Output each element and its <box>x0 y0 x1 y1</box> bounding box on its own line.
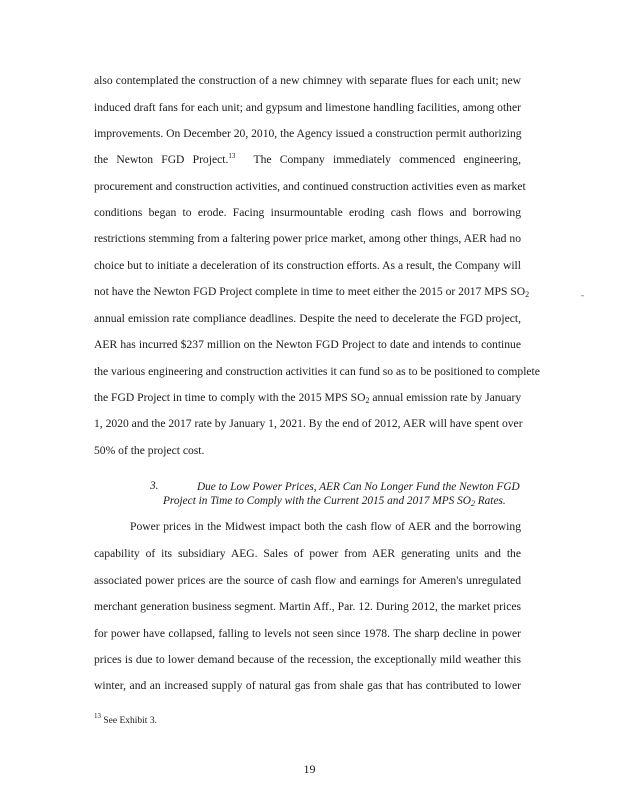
line-text: the FGD Project in time to comply with the 2015 MPS SO <box>94 391 366 404</box>
line-text: the Newton FGD Project. <box>94 153 229 166</box>
paragraph-line: prices is due to lower demand because of the recession, the exceptionally mild weather this <box>94 653 521 666</box>
section-heading-line: Due to Low Power Prices, AER Can No Longer Fund the Newton FGD <box>197 481 520 493</box>
subscript: 2 <box>525 290 530 299</box>
paragraph-line: induced draft fans for each unit; and gypsum and limestone handling facilities, among other <box>94 101 521 114</box>
section-heading-line <box>163 494 506 508</box>
margin-mark: - <box>581 290 584 300</box>
line-text-continuation: The Company immediately commenced engineering, <box>253 153 521 166</box>
paragraph-line: improvements. On December 20, 2010, the Agency issued a construction permit authorizing <box>94 127 522 140</box>
paragraph-line-with-subscript <box>94 391 521 405</box>
footnote-reference: 13 <box>228 152 236 160</box>
heading-text: Project in Time to Comply with the Current 2015 and 2017 MPS SO <box>163 495 471 507</box>
paragraph-line: winter, and an increased supply of natural gas from shale gas that has contributed to lower <box>94 679 521 692</box>
line-text-continuation: annual emission rate by January <box>369 391 522 404</box>
paragraph-line: for power have collapsed, falling to levels not seen since 1978. The sharp decline in power <box>94 627 521 640</box>
paragraph-line: choice but to initiate a deceleration of its construction efforts. As a result, the Company will <box>94 259 521 272</box>
paragraph-line: Power prices in the Midwest impact both the cash flow of AER and the borrowing <box>130 520 521 533</box>
paragraph-line: conditions began to erode. Facing insurmountable eroding cash flows and borrowing <box>94 206 521 219</box>
paragraph-line: also contemplated the construction of a new chimney with separate flues for each unit; new <box>94 74 521 87</box>
heading-text-suffix: Rates. <box>474 495 506 507</box>
section-number: 3. <box>150 480 159 492</box>
footnote-marker: 13 <box>94 712 101 720</box>
subscript: 2 <box>470 499 475 508</box>
paragraph-line-with-subscript <box>94 285 530 299</box>
paragraph-line: associated power prices are the source of cash flow and earnings for Ameren's unregulated <box>94 574 521 587</box>
paragraph-line: restrictions stemming from a faltering power price market, among other things, AER had no <box>94 232 521 245</box>
paragraph-line: 1, 2020 and the 2017 rate by January 1, 2021. By the end of 2012, AER will have spent over <box>94 417 523 430</box>
page-number: 19 <box>303 762 316 776</box>
footnote <box>94 712 157 727</box>
paragraph-line: 50% of the project cost. <box>94 444 205 457</box>
subscript: 2 <box>365 396 370 405</box>
paragraph-line-with-footnote <box>94 153 521 167</box>
footnote-text: See Exhibit 3. <box>101 716 157 726</box>
paragraph-line: annual emission rate compliance deadlines. Despite the need to decelerate the FGD project, <box>94 312 521 325</box>
line-text: not have the Newton FGD Project complete in time to meet either the 2015 or 2017 MPS SO <box>94 285 526 298</box>
paragraph-line: procurement and construction activities, and continued construction activities even as market <box>94 180 526 193</box>
paragraph-line: AER has incurred $237 million on the Newton FGD Project to date and intends to continue <box>94 338 521 351</box>
paragraph-line: merchant generation business segment. Martin Aff., Par. 12. During 2012, the market prices <box>94 600 521 613</box>
paragraph-line: the various engineering and construction activities it can fund so as to be positioned to complete <box>94 365 540 378</box>
paragraph-line: capability of its subsidiary AEG. Sales of power from AER generating units and the <box>94 547 521 560</box>
